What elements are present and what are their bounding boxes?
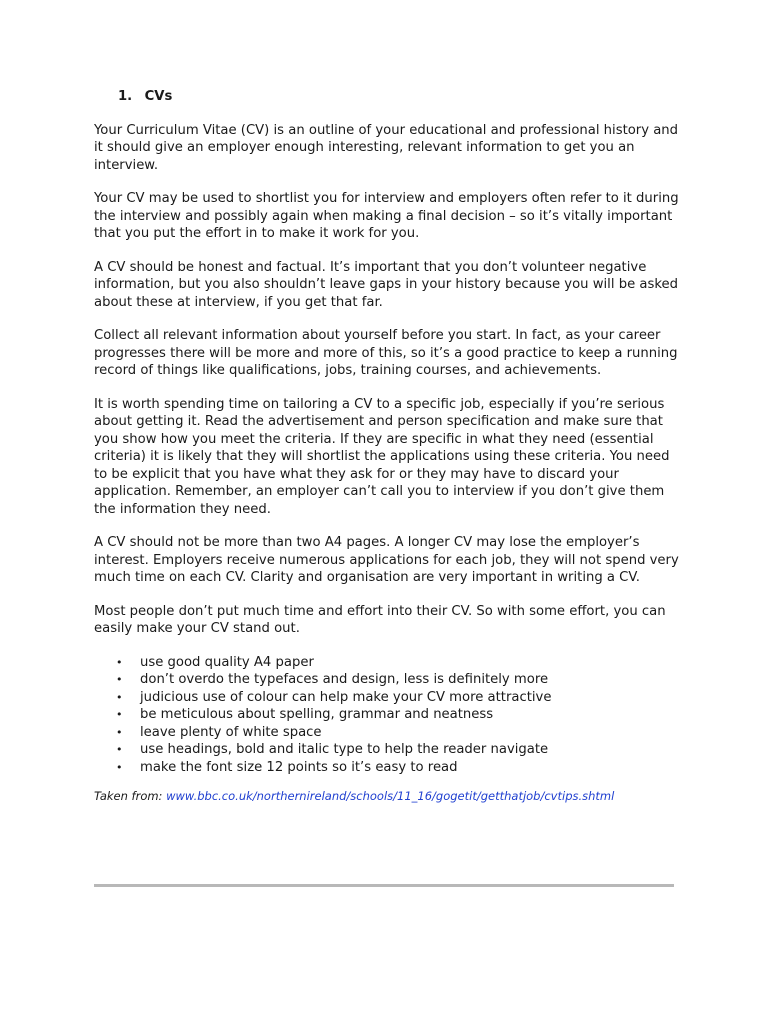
bullet-icon: • xyxy=(116,673,123,686)
list-item xyxy=(94,671,684,689)
horizontal-divider xyxy=(94,884,674,887)
paragraph-length: A CV should not be more than two A4 pages. A longer CV may lose the employer’s interest. Employers receive numerous applications for each job, they will not spend very much time on each CV. Clarity and organisation are very important in writing a CV. xyxy=(94,535,679,585)
list-item xyxy=(94,741,684,759)
paragraph-honest: A CV should be honest and factual. It’s important that you don’t volunteer negative information, but you also shouldn’t leave gaps in your history because you will be asked about these at interview, if you get that far. xyxy=(94,259,678,310)
bullet-icon: • xyxy=(116,725,123,739)
paragraph-shortlist: Your CV may be used to shortlist you for interview and employers often refer to it during the interview and possibly again when making a final decision – so it’s vitally important that you put the effort in to make it work for you. xyxy=(94,191,679,241)
paragraph-stand-out: Most people don’t put much time and effort into their CV. So with some effort, you can easily make your CV stand out. xyxy=(94,603,666,636)
bullet-icon: • xyxy=(116,655,123,669)
section-number: 1. xyxy=(118,89,133,104)
list-item-text: don’t overdo the typefaces and design, less is definitely more xyxy=(140,672,549,687)
paragraph-tailoring: It is worth spending time on tailoring a CV to a specific job, especially if you’re serious about getting it. Read the advertisement and person specification and make sure that you show how you meet the criteria. If they are specific in what they need (essential criteria) it is likely that they will shortlist the applications using these criteria. You need to be explicit that you have what they ask for or they may have to discard your application. Remember, an employer can’t call you to interview if you don’t give them the information they need. xyxy=(94,396,670,517)
list-item xyxy=(94,689,684,707)
bullet-icon: • xyxy=(116,743,123,756)
list-item xyxy=(94,759,684,777)
bullet-icon: • xyxy=(116,708,123,721)
section-heading xyxy=(118,88,684,106)
paragraph-collect-info: Collect all relevant information about yourself before you start. In fact, as your career progresses there will be more and more of this, so it’s a good practice to keep a running record of things like qualifications, jobs, training courses, and achievements. xyxy=(94,328,678,378)
list-item-text: leave plenty of white space xyxy=(140,724,322,740)
tips-list xyxy=(94,654,684,777)
document-body xyxy=(94,88,684,806)
paragraph-intro: Your Curriculum Vitae (CV) is an outline of your educational and professional history and it should give an employer enough interesting, relevant information to get you an interview. xyxy=(94,122,679,173)
list-item xyxy=(94,654,684,672)
list-item xyxy=(94,724,684,742)
section-title: CVs xyxy=(144,89,173,104)
list-item-text: use good quality A4 paper xyxy=(140,654,314,670)
source-prefix: Taken from: xyxy=(94,789,163,803)
list-item-text: use headings, bold and italic type to help the reader navigate xyxy=(140,742,549,757)
source-link[interactable]: www.bbc.co.uk/northernireland/schools/11_16/gogetit/getthatjob/cvtips.shtml xyxy=(166,789,615,803)
bullet-icon: • xyxy=(116,760,123,774)
list-item-text: judicious use of colour can help make your CV more attractive xyxy=(140,689,552,705)
list-item-text: be meticulous about spelling, grammar and neatness xyxy=(140,707,494,722)
list-item-text: make the font size 12 points so it’s easy to read xyxy=(140,759,458,775)
list-item xyxy=(94,706,684,724)
source-citation xyxy=(94,788,684,806)
bullet-icon: • xyxy=(116,690,123,704)
